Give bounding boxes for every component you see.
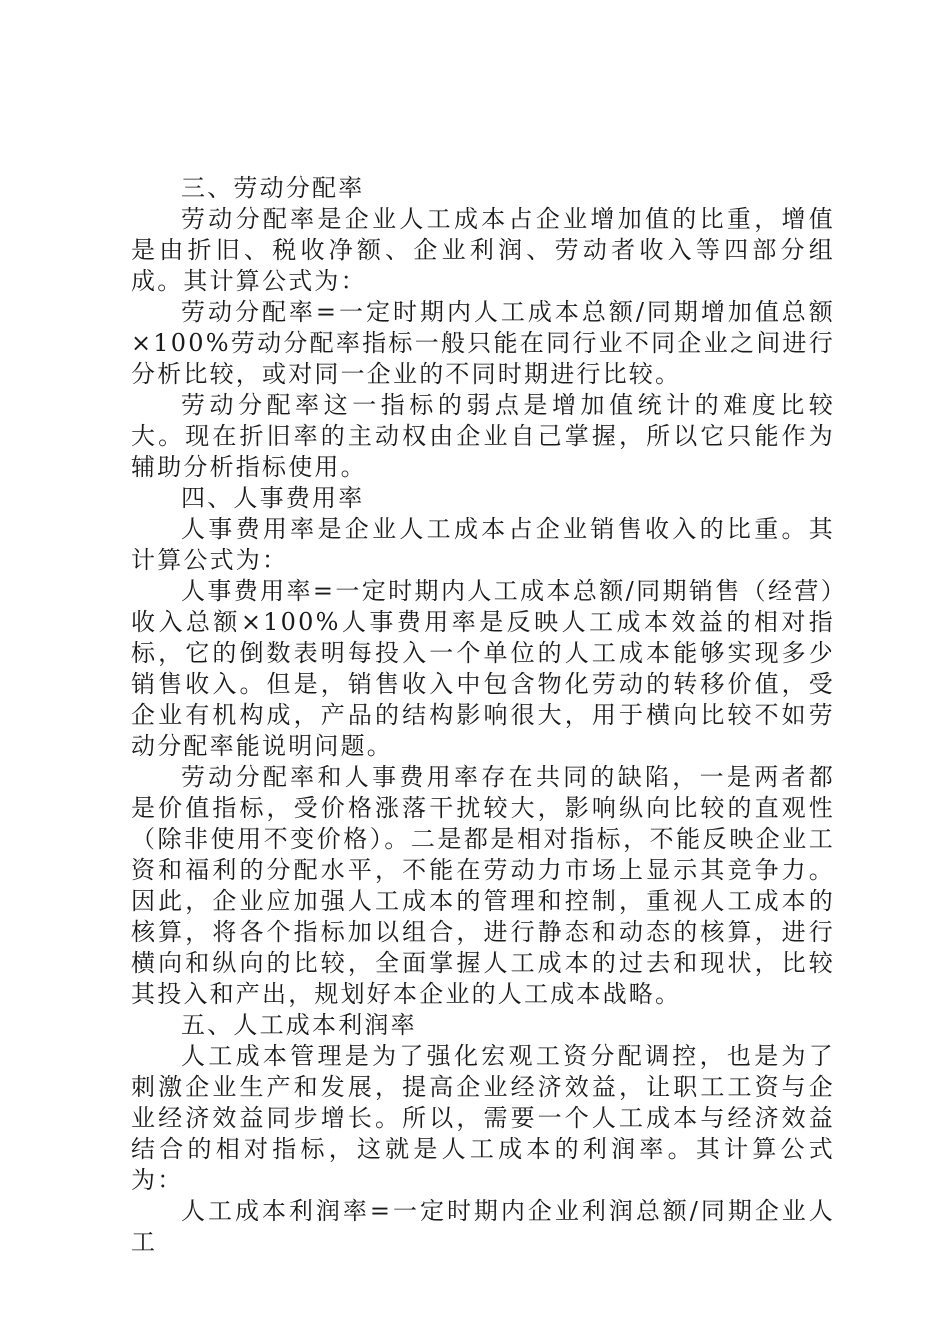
paragraph-labor-distribution-formula: 劳动分配率=一定时期内人工成本总额/同期增加值总额×100%劳动分配率指标一般只能在同行业不同企业之间进行分析比较，或对同一企业的不同时期进行比较。 — [131, 298, 835, 388]
paragraph-labor-distribution-weakness: 劳动分配率这一指标的弱点是增加值统计的难度比较大。现在折旧率的主动权由企业自己掌握，所以它只能作为辅助分析指标使用。 — [131, 391, 835, 481]
document-page — [131, 173, 835, 1258]
paragraph-labor-cost-management: 人工成本管理是为了强化宏观工资分配调控，也是为了刺激企业生产和发展，提高企业经济效益，让职工工资与企业经济效益同步增长。所以，需要一个人工成本与经济效益结合的相对指标，这就是人工成本的利润率。其计算公式为： — [131, 1042, 835, 1194]
paragraph-labor-cost-profit-formula: 人工成本利润率=一定时期内企业利润总额/同期企业人工 — [131, 1197, 835, 1256]
paragraph-labor-distribution-definition: 劳动分配率是企业人工成本占企业增加值的比重，增值是由折旧、税收净额、企业利润、劳动者收入等四部分组成。其计算公式为： — [131, 205, 835, 295]
section-heading-labor-cost-profit-rate: 五、人工成本利润率 — [181, 1011, 417, 1039]
section-heading-labor-distribution-rate: 三、劳动分配率 — [181, 174, 365, 202]
paragraph-common-defects: 劳动分配率和人事费用率存在共同的缺陷，一是两者都是价值指标，受价格涨落干扰较大，影响纵向比较的直观性（除非使用不变价格）。二是都是相对指标，不能反映企业工资和福利的分配水平，不能在劳动力市场上显示其竞争力。因此，企业应加强人工成本的管理和控制，重视人工成本的核算，将各个指标加以组合，进行静态和动态的核算，进行横向和纵向的比较，全面掌握人工成本的过去和现状，比较其投入和产出，规划好本企业的人工成本战略。 — [131, 763, 835, 1008]
paragraph-personnel-expense-formula: 人事费用率=一定时期内人工成本总额/同期销售（经营）收入总额×100%人事费用率是反映人工成本效益的相对指标，它的倒数表明每投入一个单位的人工成本能够实现多少销售收入。但是，销售收入中包含物化劳动的转移价值，受企业有机构成，产品的结构影响很大，用于横向比较不如劳动分配率能说明问题。 — [131, 577, 835, 760]
paragraph-personnel-expense-definition: 人事费用率是企业人工成本占企业销售收入的比重。其计算公式为： — [131, 515, 835, 574]
section-heading-personnel-expense-rate: 四、人事费用率 — [181, 484, 365, 512]
